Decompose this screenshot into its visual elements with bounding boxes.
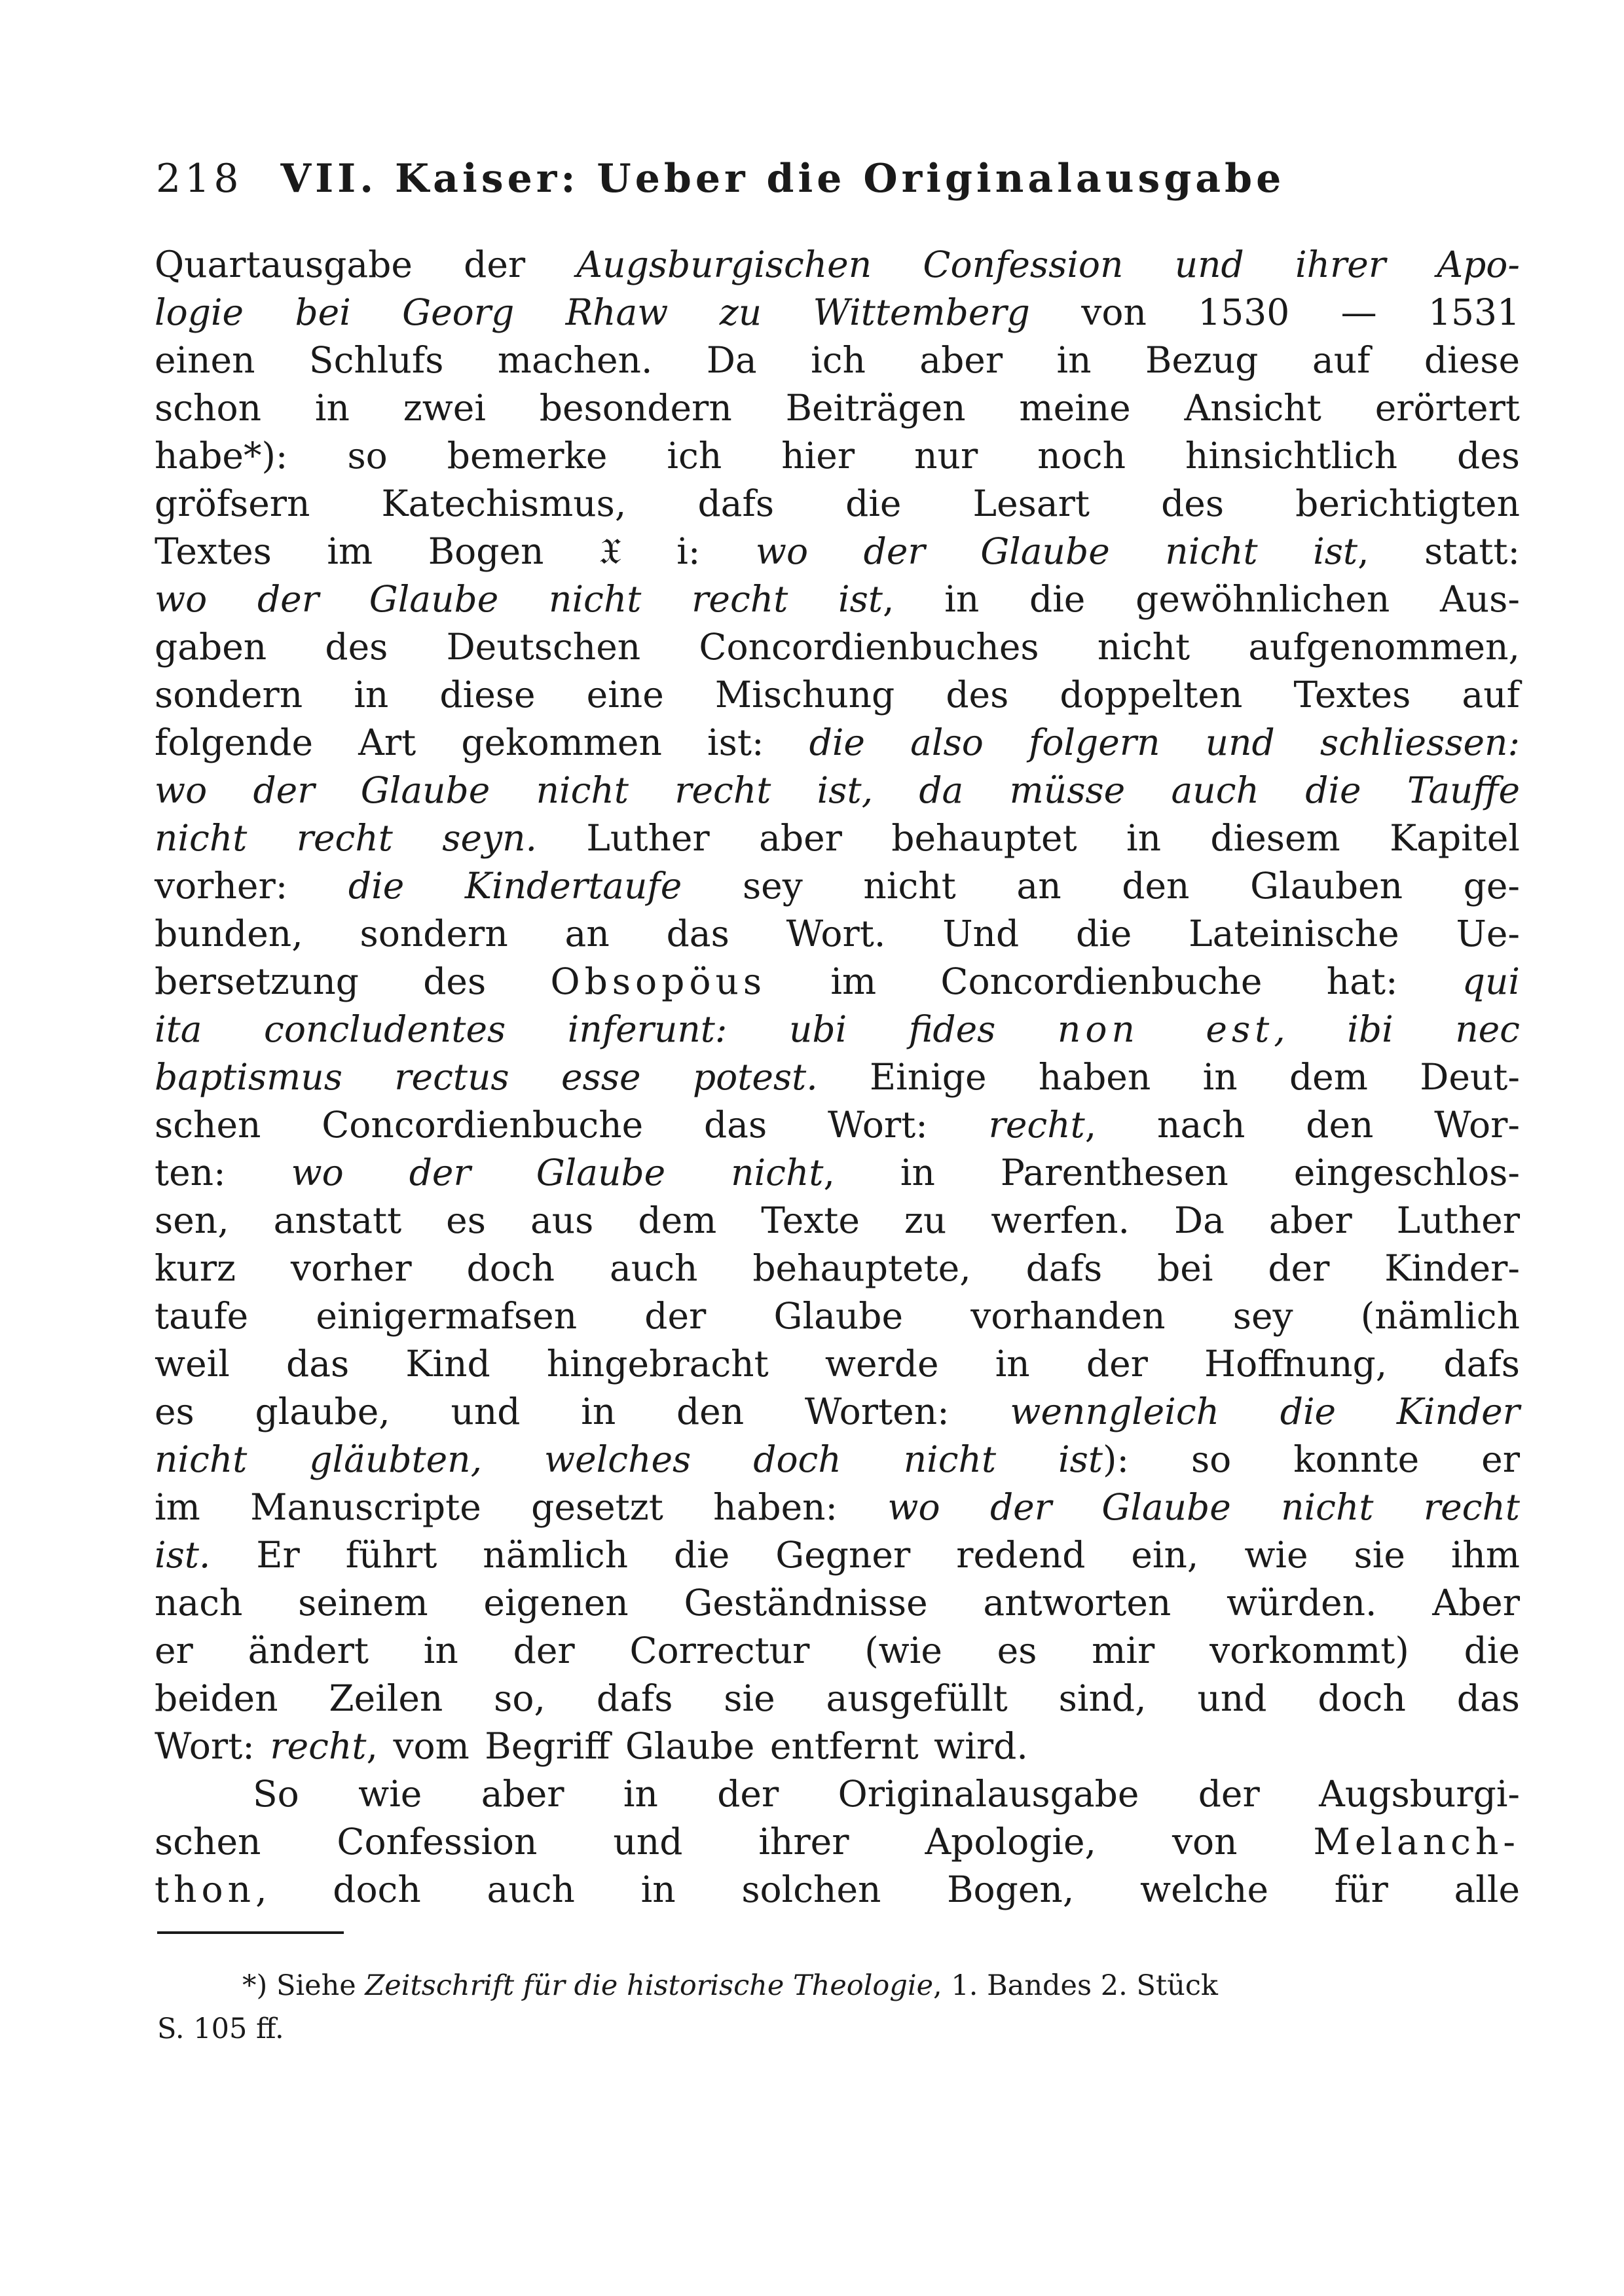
body-line	[155, 862, 1520, 910]
body-line	[155, 958, 1520, 1006]
body-line	[155, 1245, 1520, 1292]
text-run: , in die gewöhnlichen Aus-	[882, 578, 1520, 620]
footnote-separator	[157, 1931, 344, 1934]
body-line	[155, 1866, 1520, 1914]
text-run: nach seinem eigenen Geständnisse antworten würden. Aber	[155, 1582, 1520, 1624]
body-line	[155, 1388, 1520, 1436]
text-run: im Concordienbuche hat:	[766, 960, 1462, 1002]
body-line	[155, 623, 1520, 671]
italic-text: wo der Glaube nicht ist	[755, 530, 1358, 572]
body-line	[155, 1197, 1520, 1245]
italic-text: die also folgern und schliessen:	[809, 721, 1520, 763]
body-line	[155, 1770, 1520, 1818]
text-run: bunden, sondern an das Wort. Und die Lateinische Ue-	[155, 913, 1520, 955]
text-run: , doch auch in solchen Bogen, welche für alle	[255, 1868, 1520, 1910]
italic-text: qui	[1462, 960, 1520, 1002]
text-run: ): so konnte er	[1102, 1438, 1520, 1480]
italic-text: ist.	[155, 1534, 211, 1576]
text-run: habe*): so bemerke ich hier nur noch hinsichtlich des	[155, 435, 1520, 477]
text-run: ten:	[155, 1152, 291, 1194]
text-run: kurz vorher doch auch behauptete, dafs bei der Kinder-	[155, 1247, 1520, 1289]
body-line	[155, 1675, 1520, 1722]
italic-text: nicht recht seyn.	[155, 817, 538, 859]
italic-text: ita concludentes inferunt: ubi fides	[155, 1008, 1058, 1050]
text-run: es glaube, und in den Worten:	[155, 1391, 1010, 1432]
running-header	[156, 156, 1413, 202]
body-line	[155, 528, 1520, 575]
text-run: Obsopöus	[550, 960, 767, 1002]
text-run: folgende Art gekommen ist:	[155, 721, 809, 763]
running-title: VII. Kaiser: Ueber die Originalausgabe	[280, 156, 1285, 202]
body-line	[155, 1579, 1520, 1627]
body-line	[155, 1053, 1520, 1101]
body-line	[155, 1818, 1520, 1866]
text-run: *) Siehe	[242, 1969, 365, 2002]
body-line	[155, 814, 1520, 862]
text-run: , nach den Wor-	[1084, 1104, 1520, 1146]
body-line	[155, 432, 1520, 480]
text-run: Luther aber behauptet in diesem Kapitel	[537, 817, 1520, 859]
italic-text: nicht gläubten, welches doch nicht ist	[155, 1438, 1103, 1480]
italic-text: recht	[988, 1104, 1085, 1146]
text-run: S. 105 ff.	[157, 2013, 284, 2045]
text-run: gaben des Deutschen Concordienbuches nicht aufgenommen,	[155, 626, 1520, 668]
body-line	[155, 910, 1520, 958]
footnote	[157, 1964, 1519, 2050]
italic-text: non est	[1057, 1008, 1274, 1050]
body-line	[155, 767, 1520, 814]
text-run: im Manuscripte gesetzt haben:	[155, 1486, 888, 1528]
text-run: Einige haben in dem Deut-	[817, 1056, 1520, 1098]
italic-text: wenngleich die Kinder	[1010, 1391, 1520, 1432]
italic-text: wo der Glaube nicht	[291, 1152, 824, 1194]
text-run: beiden Zeilen so, dafs sie ausgefüllt sind, und doch das	[155, 1677, 1520, 1719]
text-run: Textes im Bogen 𝔛 i:	[155, 530, 756, 572]
italic-text: , ibi nec	[1274, 1008, 1520, 1050]
text-run: thon	[155, 1868, 256, 1910]
body-line	[155, 1722, 1520, 1770]
text-run: gröfsern Katechismus, dafs die Lesart des berichtigten	[155, 483, 1520, 524]
footnote-line	[157, 1964, 1519, 2007]
italic-text: die Kindertaufe	[348, 865, 682, 907]
body-line	[155, 1484, 1520, 1531]
text-run: schen Concordienbuche das Wort:	[155, 1104, 989, 1146]
text-run: , vom Begriff Glaube entfernt wird.	[366, 1725, 1028, 1767]
italic-text: wo der Glaube nicht recht ist	[155, 578, 883, 620]
text-run: er ändert in der Correctur (wie es mir vorkommt) die	[155, 1630, 1520, 1671]
body-line	[155, 1531, 1520, 1579]
text-run: sey nicht an den Glauben ge-	[682, 865, 1521, 907]
italic-text: logie bei Georg Rhaw zu Wittemberg	[155, 291, 1030, 333]
body-line	[155, 1292, 1520, 1340]
text-run: sondern in diese eine Mischung des doppelten Textes auf	[155, 674, 1520, 716]
italic-text: wo der Glaube nicht recht	[887, 1486, 1520, 1528]
text-run: bersetzung des	[155, 960, 551, 1002]
text-run: Er führt nämlich die Gegner redend ein, wie sie ihm	[210, 1534, 1520, 1576]
text-run: Wort:	[155, 1725, 270, 1767]
text-run: , 1. Bandes 2. Stück	[933, 1969, 1218, 2002]
text-run: weil das Kind hingebracht werde in der Hoffnung, dafs	[155, 1343, 1520, 1385]
body-line	[155, 575, 1520, 623]
text-run: von 1530 — 1531	[1029, 291, 1520, 333]
body-line	[155, 1340, 1520, 1388]
italic-text: Zeitschrift für die historische Theologie	[365, 1969, 934, 2002]
text-run: , statt:	[1357, 530, 1520, 572]
body-line	[155, 337, 1520, 384]
text-run: sen, anstatt es aus dem Texte zu werfen. Da aber Luther	[155, 1199, 1520, 1241]
body-line	[155, 1006, 1520, 1053]
text-run: Quartausgabe der	[155, 244, 577, 285]
body-line	[155, 384, 1520, 432]
text-run: schen Confession und ihrer Apologie, von	[155, 1821, 1314, 1863]
body-line	[155, 1627, 1520, 1675]
body-line	[155, 1101, 1520, 1149]
body-line	[155, 289, 1520, 337]
italic-text: wo der Glaube nicht recht ist, da müsse auch die Tauffe	[155, 769, 1520, 811]
italic-text: baptismus rectus esse potest.	[155, 1056, 818, 1098]
footnote-line	[157, 2007, 1519, 2050]
text-run: Melanch-	[1313, 1821, 1520, 1863]
page-number: 218	[156, 156, 243, 202]
text-run: So wie aber in der Originalausgabe der Augsburgi-	[253, 1773, 1520, 1815]
text-run: einen Schlufs machen. Da ich aber in Bezug auf diese	[155, 339, 1520, 381]
body-text	[155, 241, 1520, 1914]
text-run: , in Parenthesen eingeschlos-	[823, 1152, 1520, 1194]
text-run: taufe einigermafsen der Glaube vorhanden sey (nämlich	[155, 1295, 1520, 1337]
italic-text: recht	[270, 1725, 367, 1767]
body-line	[155, 1436, 1520, 1484]
body-line	[155, 1149, 1520, 1197]
body-line	[155, 671, 1520, 719]
italic-text: Augsburgischen Confession und ihrer Apo-	[576, 244, 1520, 285]
body-line	[155, 241, 1520, 289]
text-run: schon in zwei besondern Beiträgen meine Ansicht erörtert	[155, 387, 1520, 429]
body-line	[155, 480, 1520, 528]
text-run: vorher:	[155, 865, 348, 907]
body-line	[155, 719, 1520, 767]
